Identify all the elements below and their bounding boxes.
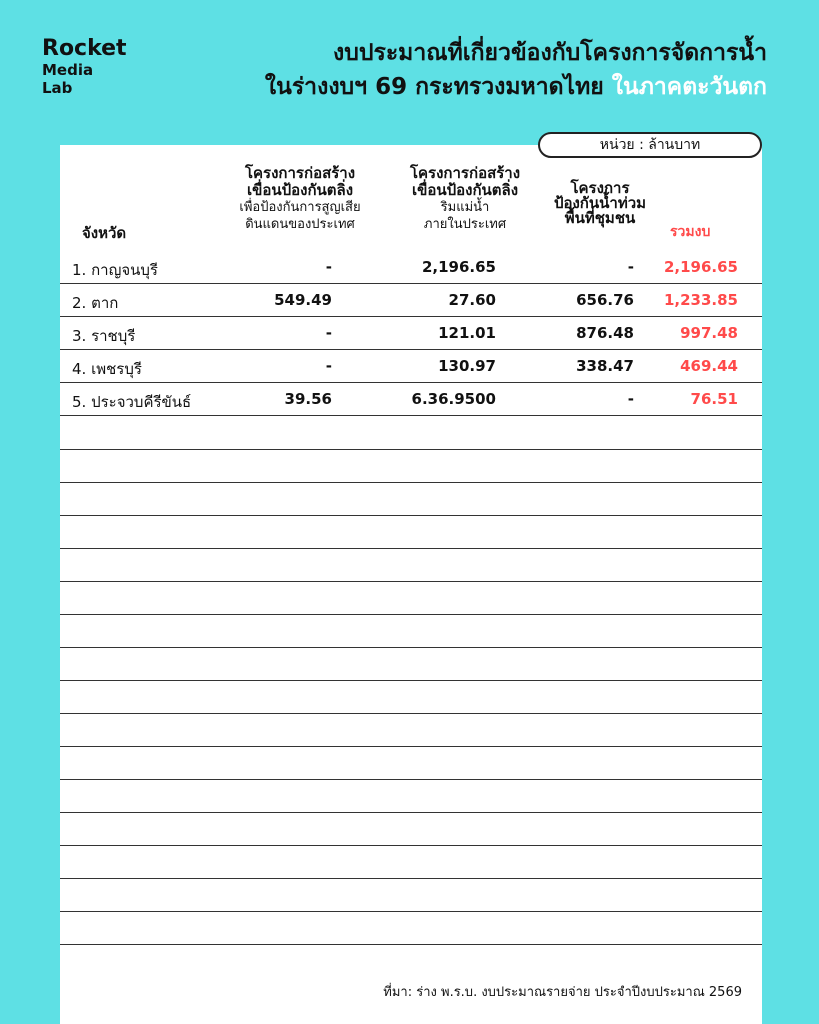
ruled-line xyxy=(60,944,762,945)
col-2-cell: 2,196.65 xyxy=(421,258,496,276)
col-3-cell: 876.48 xyxy=(576,324,634,342)
col-1-cell: 39.56 xyxy=(284,390,332,408)
ruled-line xyxy=(60,515,762,516)
table-row xyxy=(60,317,762,350)
ruled-line xyxy=(60,878,762,879)
ruled-line xyxy=(60,449,762,450)
ruled-line xyxy=(60,911,762,912)
ruled-line xyxy=(60,845,762,846)
header-total: รวมงบ xyxy=(670,224,711,240)
table-row xyxy=(60,284,762,317)
unit-label: หน่วย : ล้านบาท xyxy=(538,132,762,158)
province-cell: 4. เพชรบุรี xyxy=(72,360,142,378)
col-3-cell: 656.76 xyxy=(576,291,634,309)
header-col-1 xyxy=(210,165,390,233)
col-3-cell: 338.47 xyxy=(576,357,634,375)
header-col-1-note: เพื่อป้องกันการสูญเสีย ดินแดนของประเทศ xyxy=(239,200,361,232)
table-header xyxy=(60,145,762,249)
budget-table xyxy=(60,145,762,1024)
province-cell: 3. ราชบุรี xyxy=(72,327,136,345)
col-3-cell: - xyxy=(627,390,634,408)
header-col-2 xyxy=(380,165,550,233)
page-title xyxy=(207,36,767,104)
title-region-highlight: ในภาคตะวันตก xyxy=(611,74,767,100)
header-col-3-title: โครงการ ป้องกันน้ำท่วม พื้นที่ชุมชน xyxy=(553,179,647,227)
total-cell: 76.51 xyxy=(690,390,738,408)
total-cell: 1,233.85 xyxy=(663,291,738,309)
title-line-2-main: ในร่างงบฯ 69 กระทรวงมหาดไทย xyxy=(264,74,604,100)
logo-line-1: Rocket xyxy=(42,36,127,61)
ruled-line xyxy=(60,779,762,780)
col-3-cell: - xyxy=(627,258,634,276)
col-2-cell: 130.97 xyxy=(438,357,496,375)
col-1-cell: - xyxy=(325,324,332,342)
title-line-1: งบประมาณที่เกี่ยวข้องกับโครงการจัดการน้ำ xyxy=(333,40,767,66)
col-2-cell: 6.36.9500 xyxy=(411,390,496,408)
province-cell: 5. ประจวบคีรีขันธ์ xyxy=(72,393,192,411)
header-col-2-note: ริมแม่น้ำ ภายในประเทศ xyxy=(423,200,507,232)
logo-line-2: Media xyxy=(42,61,94,79)
total-cell: 997.48 xyxy=(680,324,738,342)
table-row xyxy=(60,251,762,284)
header-col-3 xyxy=(530,181,670,226)
title-line-2 xyxy=(207,70,767,104)
province-cell: 1. กาญจนบุรี xyxy=(72,261,158,279)
col-1-cell: 549.49 xyxy=(274,291,332,309)
total-cell: 2,196.65 xyxy=(663,258,738,276)
table-row xyxy=(60,350,762,383)
header-province: จังหวัด xyxy=(82,224,127,242)
province-cell: 2. ตาก xyxy=(72,294,119,312)
ruled-line xyxy=(60,482,762,483)
ruled-line xyxy=(60,581,762,582)
ruled-line xyxy=(60,812,762,813)
rocket-media-lab-logo xyxy=(42,38,127,96)
col-2-cell: 121.01 xyxy=(438,324,496,342)
col-1-cell: - xyxy=(325,357,332,375)
header-col-2-title: โครงการก่อสร้าง เขื่อนป้องกันตลิ่ง xyxy=(409,164,521,199)
ruled-line xyxy=(60,647,762,648)
source-note: ที่มา: ร่าง พ.ร.บ. งบประมาณรายจ่าย ประจำปีงบประมาณ 2569 xyxy=(383,985,742,1000)
ruled-line xyxy=(60,614,762,615)
col-1-cell: - xyxy=(325,258,332,276)
total-cell: 469.44 xyxy=(680,357,738,375)
ruled-line xyxy=(60,713,762,714)
ruled-line xyxy=(60,548,762,549)
table-row xyxy=(60,383,762,416)
ruled-line xyxy=(60,746,762,747)
col-2-cell: 27.60 xyxy=(448,291,496,309)
ruled-line xyxy=(60,680,762,681)
logo-line-3: Lab xyxy=(42,79,73,97)
header-col-1-title: โครงการก่อสร้าง เขื่อนป้องกันตลิ่ง xyxy=(244,164,356,199)
